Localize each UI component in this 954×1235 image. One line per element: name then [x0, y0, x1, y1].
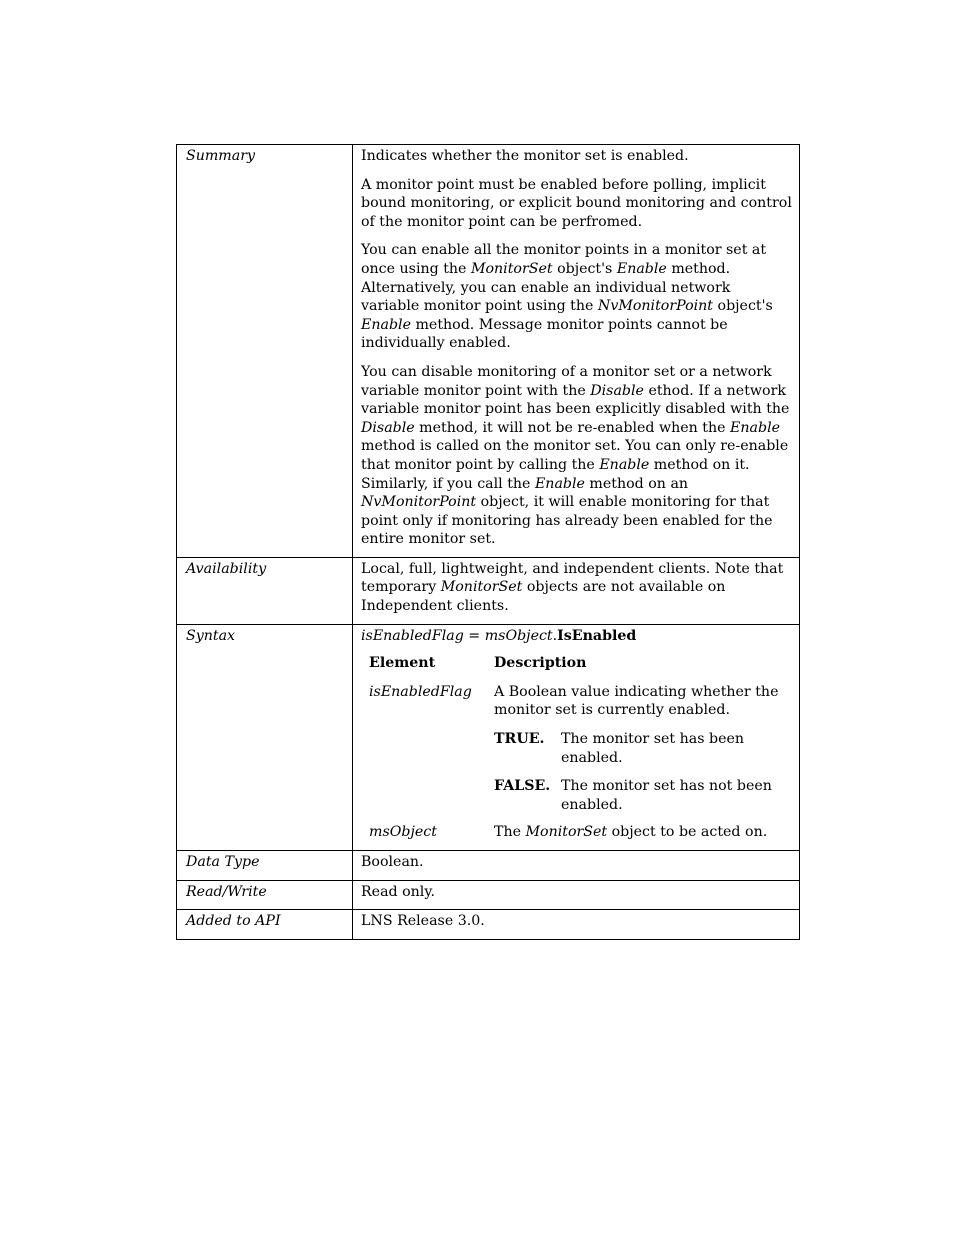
added-to-api-value: LNS Release 3.0. [353, 910, 800, 940]
summary-paragraph-3: You can enable all the monitor points in a monitor set at once using the MonitorSet object's Enable method. Alternatively, you can enable an individual network variable monitor point using the NvMonitorPoint object's Enable method. Message monitor points cannot be individually enabled. [361, 242, 773, 352]
element-table [361, 654, 793, 842]
element-name: isEnabledFlag [369, 683, 472, 700]
syntax-row [177, 624, 800, 850]
summary-paragraph-2: A monitor point must be enabled before polling, implicit bound monitoring, or explicit bound monitoring and control of the monitor point can be perfromed. [361, 176, 792, 230]
description-header: Description [494, 655, 587, 672]
element-description: A Boolean value indicating whether the monitor set is currently enabled. TRUE. The monitor set has been enabled. FALSE. The monitor set has not been enabled. [494, 683, 793, 824]
property-table [176, 144, 800, 940]
data-type-value: Boolean. [353, 851, 800, 881]
availability-value: Local, full, lightweight, and independent clients. Note that temporary MonitorSet objects are not available on Independent clients. [353, 557, 800, 624]
element-row-msobject [361, 823, 793, 842]
summary-value [353, 145, 800, 558]
element-description: The MonitorSet object to be acted on. [494, 824, 768, 841]
element-row-isenabledflag [361, 683, 793, 824]
availability-row [177, 557, 800, 624]
availability-label: Availability [177, 557, 353, 624]
summary-label: Summary [177, 145, 353, 558]
summary-paragraph-1: Indicates whether the monitor set is enabled. [361, 148, 689, 164]
read-write-value: Read only. [353, 880, 800, 910]
read-write-row [177, 880, 800, 910]
syntax-line: isEnabledFlag = msObject.IsEnabled [361, 627, 637, 644]
element-header: Element [369, 655, 436, 672]
read-write-label: Read/Write [177, 880, 353, 910]
syntax-value [353, 624, 800, 850]
added-to-api-row [177, 910, 800, 940]
data-type-row [177, 851, 800, 881]
summary-row [177, 145, 800, 558]
value-true: TRUE. The monitor set has been enabled. [494, 731, 744, 766]
value-false: FALSE. The monitor set has not been enabled. [494, 778, 772, 813]
added-to-api-label: Added to API [177, 910, 353, 940]
element-table-header [361, 654, 793, 683]
data-type-label: Data Type [177, 851, 353, 881]
summary-paragraph-4: You can disable monitoring of a monitor set or a network variable monitor point with the Disable ethod. If a network variable monitor point has been explicitly disabled with the Disable method, it will not be re-enabled when the Enable method is called on the monitor set. You can only re-enable that monitor point by calling the Enable method on it. Similarly, if you call the Enable method on an NvMonitorPoint object, it will enable monitoring for that point only if monitoring has already been enabled for the entire monitor set. [361, 363, 790, 548]
syntax-label: Syntax [177, 624, 353, 850]
element-name: msObject [369, 824, 437, 841]
